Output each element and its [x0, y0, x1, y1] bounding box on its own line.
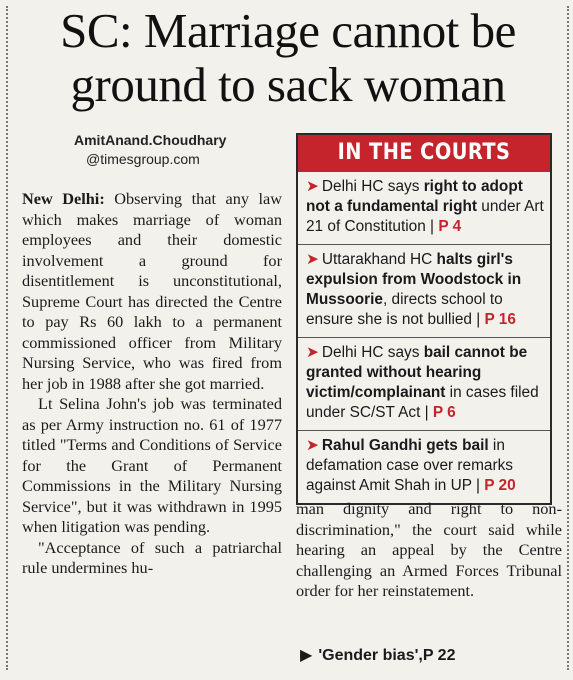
play-triangle-icon: ▶: [300, 647, 313, 664]
left-dotted-rule: [6, 6, 8, 670]
court-brief-item[interactable]: [298, 171, 550, 244]
in-the-courts-header: [298, 135, 550, 171]
court-brief-text: , directs school to ensure she is not bullied |: [306, 291, 503, 328]
court-brief-page-ref: P 16: [484, 311, 516, 328]
story-body: [22, 189, 282, 579]
court-brief-text: Uttarakhand HC: [321, 251, 437, 268]
court-brief-item[interactable]: [298, 244, 550, 337]
court-brief-page-ref: P 6: [432, 404, 456, 421]
court-brief-item[interactable]: [298, 337, 550, 430]
court-brief-text: Delhi HC says: [321, 344, 424, 361]
byline-author: AmitAnand.Choudhary: [74, 132, 227, 148]
arrow-icon: ➤: [306, 344, 319, 361]
headline-line-1: SC: Marriage cannot be: [60, 3, 516, 58]
court-brief-item[interactable]: [298, 430, 550, 503]
court-brief-text: under Art 21 of Constitution |: [306, 198, 544, 235]
story-paragraph-1-text: Observing that any law which makes marriage of woman employees and their domestic involvement a ground for disentitlement is unconstitutional, Supreme Court has directed the Centre to pay Rs 60 lakh to a permanent commissioned officer from Military Nursing Service, who was fired from her job in 1988 after she got married.: [22, 189, 282, 393]
see-also-link[interactable]: [300, 645, 455, 665]
headline-line-2: ground to sack woman: [70, 57, 506, 112]
court-brief-page-ref: P 4: [438, 218, 462, 235]
arrow-icon: ➤: [306, 251, 319, 268]
byline: [74, 131, 226, 169]
court-brief-page-ref: P 20: [484, 477, 516, 494]
headline: [14, 4, 562, 112]
in-the-courts-title: IN THE COURTS: [313, 135, 535, 171]
dateline: New Delhi:: [22, 189, 105, 208]
arrow-icon: ➤: [306, 178, 319, 195]
court-brief-highlight: halts girl's expulsion from Woodstock in Mussoorie: [306, 251, 522, 308]
court-brief-text: in defamation case over remarks against Amit Shah in UP |: [306, 437, 514, 494]
story-continuation: man dignity and right to non-discrimination," the court said while hearing an appeal by the Centre challenging an Armed Forces Tribunal order for her reinstatement.: [296, 499, 562, 600]
court-brief-highlight: bail cannot be granted without hearing victim/complainant: [306, 344, 528, 401]
story-paragraph-1: [22, 189, 282, 394]
right-dotted-rule: [567, 6, 569, 670]
byline-email: @timesgroup.com: [86, 151, 200, 167]
see-also-text: 'Gender bias',P 22: [318, 647, 456, 664]
court-brief-highlight: right to adopt not a fundamental right: [306, 178, 523, 215]
court-brief-text: in cases filed under SC/ST Act |: [306, 384, 539, 421]
court-brief-highlight: Rahul Gandhi gets bail: [321, 437, 489, 454]
arrow-icon: ➤: [306, 437, 319, 454]
in-the-courts-box: [296, 133, 552, 505]
story-paragraph-3: "Acceptance of such a patriarchal rule undermines hu-: [22, 537, 282, 577]
court-brief-text: Delhi HC says: [321, 178, 424, 195]
story-paragraph-2: Lt Selina John's job was terminated as per Army instruction no. 61 of 1977 titled "Terms and Conditions of Service for the Grant of Permanent Commissions in the Military Nursing Service", but it was withdrawn in 1995 when litigation was pending.: [22, 394, 282, 536]
